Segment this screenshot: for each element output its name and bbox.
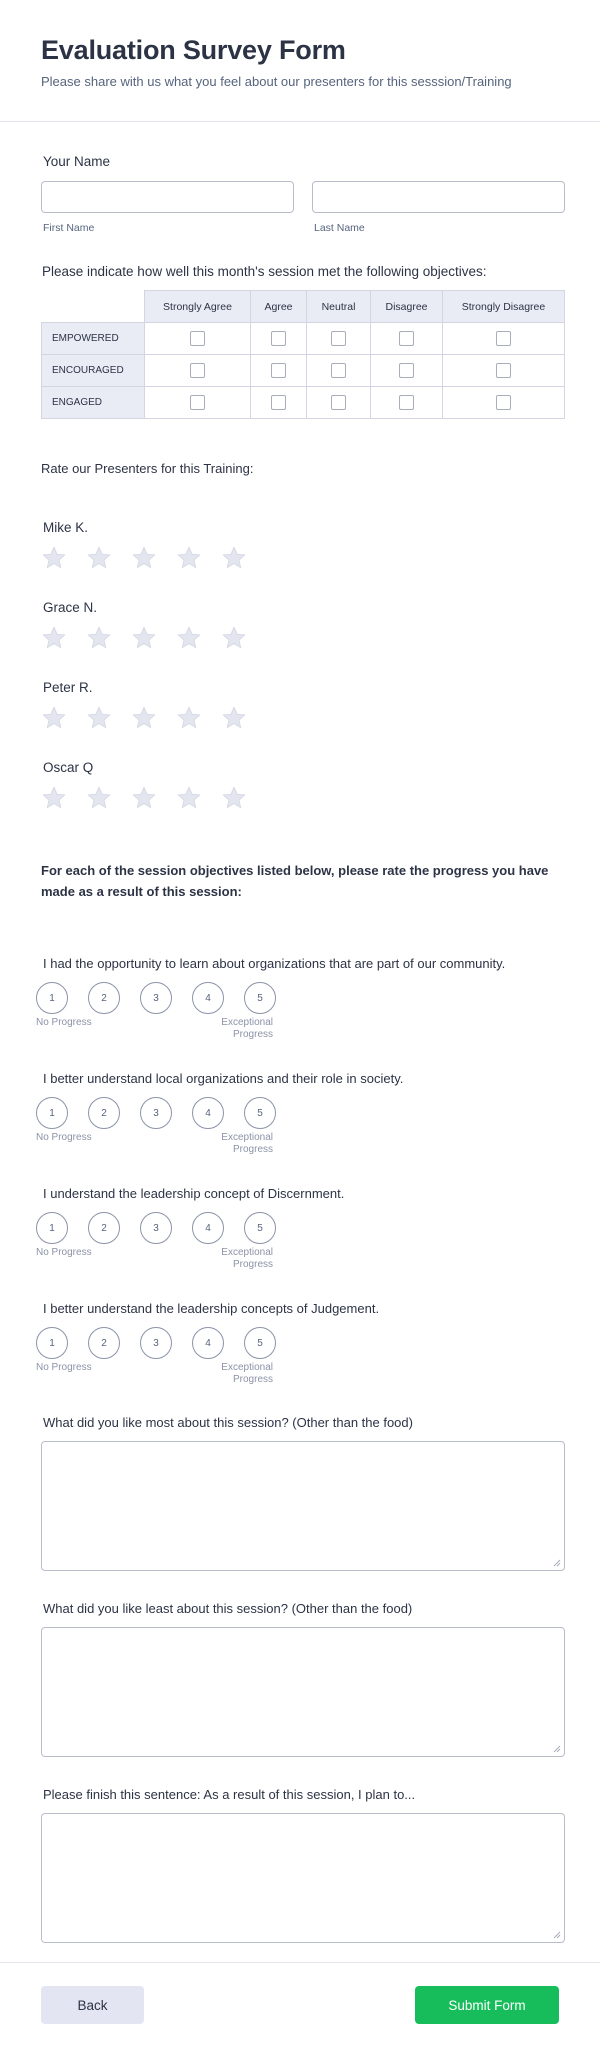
checkbox[interactable] (496, 363, 511, 378)
checkbox[interactable] (399, 331, 414, 346)
scale-option-1[interactable]: 1 (36, 1327, 68, 1359)
open-question-label: What did you like most about this session? (Other than the food) (43, 1415, 413, 1430)
checkbox[interactable] (331, 331, 346, 346)
first-name-input[interactable] (41, 181, 294, 213)
scale-option-4[interactable]: 4 (192, 1327, 224, 1359)
star-icon[interactable] (41, 705, 67, 731)
scale-option-2[interactable]: 2 (88, 1097, 120, 1129)
scale-option-1[interactable]: 1 (36, 1212, 68, 1244)
scale-option-2[interactable]: 2 (88, 1212, 120, 1244)
scale-option-1[interactable]: 1 (36, 1097, 68, 1129)
star-icon[interactable] (131, 785, 157, 811)
matrix-col-disagree: Disagree (371, 291, 443, 323)
scale-low-label: No Progress (36, 1132, 92, 1143)
checkbox[interactable] (190, 363, 205, 378)
checkbox[interactable] (399, 395, 414, 410)
progress-scale[interactable] (36, 982, 276, 1014)
star-icon[interactable] (86, 785, 112, 811)
star-icon[interactable] (41, 625, 67, 651)
progress-scale[interactable] (36, 1212, 276, 1244)
progress-question: I better understand local organizations and their role in society. (43, 1071, 404, 1086)
scale-option-3[interactable]: 3 (140, 1327, 172, 1359)
scale-high-label-line2: Progress (232, 1374, 273, 1385)
scale-option-4[interactable]: 4 (192, 1097, 224, 1129)
matrix-corner (42, 291, 145, 323)
star-icon[interactable] (41, 785, 67, 811)
matrix-col-agree: Agree (251, 291, 307, 323)
scale-low-label: No Progress (36, 1247, 92, 1258)
star-icon[interactable] (221, 785, 247, 811)
star-rating-mike[interactable] (41, 545, 247, 571)
star-icon[interactable] (221, 705, 247, 731)
presenter-name: Mike K. (43, 520, 89, 535)
scale-option-5[interactable]: 5 (244, 982, 276, 1014)
presenter-name: Oscar Q (43, 760, 94, 775)
scale-low-label: No Progress (36, 1017, 92, 1028)
checkbox[interactable] (331, 395, 346, 410)
progress-scale[interactable] (36, 1327, 276, 1359)
scale-high-label (193, 1017, 273, 1041)
presenter-name: Grace N. (43, 600, 98, 615)
star-icon[interactable] (176, 705, 202, 731)
star-icon[interactable] (131, 705, 157, 731)
matrix-row-label: ENGAGED (42, 387, 145, 419)
scale-high-label-line1: Exceptional (221, 1017, 273, 1028)
open-question-label: Please finish this sentence: As a result of this session, I plan to... (43, 1787, 416, 1802)
progress-question: I better understand the leadership concepts of Judgement. (43, 1301, 380, 1316)
scale-option-4[interactable]: 4 (192, 1212, 224, 1244)
scale-high-label-line1: Exceptional (221, 1132, 273, 1143)
star-icon[interactable] (86, 625, 112, 651)
star-icon[interactable] (41, 545, 67, 571)
resize-handle-icon[interactable] (553, 1931, 561, 1939)
matrix-row-engaged (42, 387, 565, 419)
checkbox[interactable] (496, 331, 511, 346)
scale-high-label-line2: Progress (232, 1259, 273, 1270)
least-liked-textarea[interactable] (41, 1627, 565, 1757)
checkbox[interactable] (271, 331, 286, 346)
matrix-col-neutral: Neutral (307, 291, 371, 323)
star-icon[interactable] (221, 625, 247, 651)
star-icon[interactable] (221, 545, 247, 571)
checkbox[interactable] (190, 331, 205, 346)
matrix-col-strongly-agree: Strongly Agree (145, 291, 251, 323)
scale-high-label (193, 1247, 273, 1271)
checkbox[interactable] (190, 395, 205, 410)
scale-high-label (193, 1362, 273, 1386)
footer-divider (0, 1962, 600, 1963)
presenters-heading: Rate our Presenters for this Training: (41, 461, 254, 476)
star-icon[interactable] (86, 545, 112, 571)
form-header (0, 0, 600, 122)
progress-heading: For each of the session objectives listed below, please rate the progress you have made as a result of this session: (41, 863, 549, 899)
back-button[interactable]: Back (41, 1986, 144, 2024)
most-liked-textarea[interactable] (41, 1441, 565, 1571)
matrix-row-label: ENCOURAGED (42, 355, 145, 387)
scale-option-2[interactable]: 2 (88, 1327, 120, 1359)
scale-high-label-line2: Progress (232, 1144, 273, 1155)
presenter-name: Peter R. (43, 680, 93, 695)
scale-option-3[interactable]: 3 (140, 1097, 172, 1129)
checkbox[interactable] (331, 363, 346, 378)
progress-question: I had the opportunity to learn about organizations that are part of our community. (43, 956, 506, 971)
star-icon[interactable] (86, 705, 112, 731)
scale-option-5[interactable]: 5 (244, 1097, 276, 1129)
scale-option-1[interactable]: 1 (36, 982, 68, 1014)
star-rating-oscar[interactable] (41, 785, 247, 811)
resize-handle-icon[interactable] (553, 1559, 561, 1567)
checkbox[interactable] (271, 363, 286, 378)
star-icon[interactable] (131, 545, 157, 571)
objectives-matrix (41, 290, 565, 419)
scale-option-5[interactable]: 5 (244, 1327, 276, 1359)
resize-handle-icon[interactable] (553, 1745, 561, 1753)
scale-option-2[interactable]: 2 (88, 982, 120, 1014)
matrix-row-label: EMPOWERED (42, 323, 145, 355)
open-question-label: What did you like least about this session? (Other than the food) (43, 1601, 413, 1616)
star-rating-peter[interactable] (41, 705, 247, 731)
last-name-sublabel: Last Name (314, 222, 365, 234)
scale-high-label (193, 1132, 273, 1156)
star-icon[interactable] (176, 625, 202, 651)
checkbox[interactable] (496, 395, 511, 410)
scale-option-5[interactable]: 5 (244, 1212, 276, 1244)
star-icon[interactable] (176, 545, 202, 571)
matrix-col-strongly-disagree: Strongly Disagree (443, 291, 565, 323)
checkbox[interactable] (271, 395, 286, 410)
matrix-row-encouraged (42, 355, 565, 387)
star-rating-grace[interactable] (41, 625, 247, 651)
scale-option-3[interactable]: 3 (140, 1212, 172, 1244)
scale-low-label: No Progress (36, 1362, 92, 1373)
name-label: Your Name (43, 154, 111, 169)
star-icon[interactable] (176, 785, 202, 811)
scale-option-3[interactable]: 3 (140, 982, 172, 1014)
matrix-question: Please indicate how well this month's session met the following objectives: (42, 264, 487, 279)
page-title: Evaluation Survey Form (41, 35, 346, 65)
star-icon[interactable] (131, 625, 157, 651)
last-name-input[interactable] (312, 181, 565, 213)
progress-scale[interactable] (36, 1097, 276, 1129)
page-subtitle: Please share with us what you feel about our presenters for this sesssion/Training (41, 74, 512, 89)
scale-option-4[interactable]: 4 (192, 982, 224, 1014)
scale-high-label-line1: Exceptional (221, 1362, 273, 1373)
first-name-sublabel: First Name (43, 222, 95, 234)
checkbox[interactable] (399, 363, 414, 378)
progress-question: I understand the leadership concept of Discernment. (43, 1186, 345, 1201)
scale-high-label-line1: Exceptional (221, 1247, 273, 1258)
matrix-row-empowered (42, 323, 565, 355)
scale-high-label-line2: Progress (232, 1029, 273, 1040)
plan-textarea[interactable] (41, 1813, 565, 1943)
submit-button[interactable]: Submit Form (415, 1986, 559, 2024)
